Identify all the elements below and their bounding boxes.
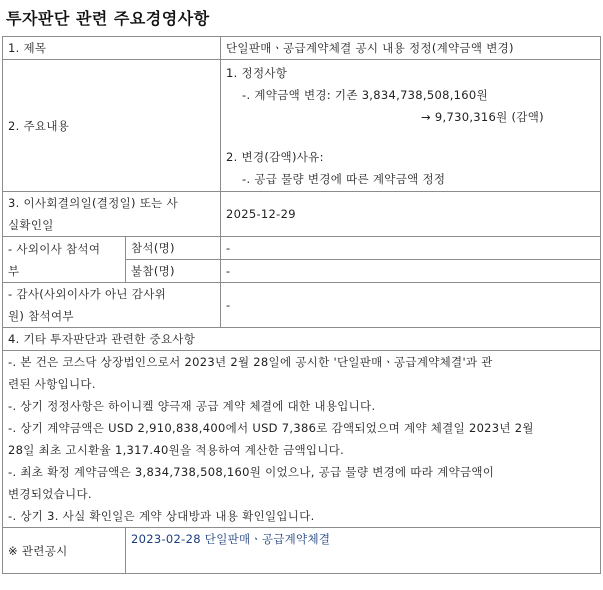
content-label: 2. 주요내용 [3,60,221,192]
amount-new-line: → 9,730,316원 (감액) [421,109,544,124]
other-line: -. 본 건은 코스닥 상장법인으로서 2023년 2월 28일에 공시한 '단일판매ㆍ공급계약체결'과 관 [8,355,493,369]
row-other-content [3,351,601,528]
auditor-label [3,283,221,328]
outside-director-label [3,237,126,283]
related-disclosure-link[interactable]: 2023-02-28 단일판매ㆍ공급계약체결 [131,532,331,546]
outside-director-label-line2: 부 [8,263,20,278]
other-line: -. 상기 정정사항은 하이니켈 양극재 공급 계약 체결에 대한 내용입니다. [8,399,376,413]
subject-value: 단일판매ㆍ공급계약체결 공시 내용 정정(계약금액 변경) [221,37,601,60]
reason-heading: 2. 변경(감액)사유: [226,149,324,164]
related-value [126,528,601,574]
row-auditor [3,283,601,328]
other-line: 련된 사항입니다. [8,377,96,391]
row-related [3,528,601,574]
row-other-header [3,328,601,351]
row-content [3,60,601,192]
document-title: 투자판단 관련 주요경영사항 [6,9,210,28]
other-header: 4. 기타 투자판단과 관련한 중요사항 [3,328,601,351]
other-content [3,351,601,528]
absent-value: - [221,260,601,283]
subject-label: 1. 제목 [3,37,221,60]
related-label: ※ 관련공시 [3,528,126,574]
auditor-value: - [221,283,601,328]
row-subject [3,37,601,60]
row-board-date [3,192,601,237]
board-date-label-line2: 실확인일 [8,218,54,232]
absent-label: 불참(명) [126,260,221,283]
present-label: 참석(명) [126,237,221,260]
row-outside-director-present [3,237,601,260]
correction-heading: 1. 정정사항 [226,65,288,80]
reason-line: -. 공급 물량 변경에 따른 계약금액 정정 [242,171,446,186]
amount-change-line: -. 계약금액 변경: 기존 3,834,738,508,160원 [242,87,488,102]
other-line: 변경되었습니다. [8,487,92,501]
board-date-label-line1: 3. 이사회결의일(결정일) 또는 사 [8,196,178,210]
other-line: -. 상기 3. 사실 확인일은 계약 상대방과 내용 확인일입니다. [8,509,315,523]
disclosure-table [2,36,601,574]
board-date-value: 2025-12-29 [221,192,601,237]
auditor-label-line2: 원) 참석여부 [8,309,74,323]
content-value [221,60,601,192]
other-line: -. 상기 계약금액은 USD 2,910,838,400에서 USD 7,386로 감액되었으며 계약 체결일 2023년 2월 [8,421,534,435]
outside-director-label-line1: - 사외이사 참석여 [8,241,101,256]
other-line: -. 최초 확정 계약금액은 3,834,738,508,160원 이었으나, 공급 물량 변경에 따라 계약금액이 [8,465,495,479]
present-value: - [221,237,601,260]
board-date-label [3,192,221,237]
other-line: 28일 최초 고시환율 1,317.40원을 적용하여 계산한 금액입니다. [8,443,345,457]
auditor-label-line1: - 감사(사외이사가 아닌 감사위 [8,287,167,301]
